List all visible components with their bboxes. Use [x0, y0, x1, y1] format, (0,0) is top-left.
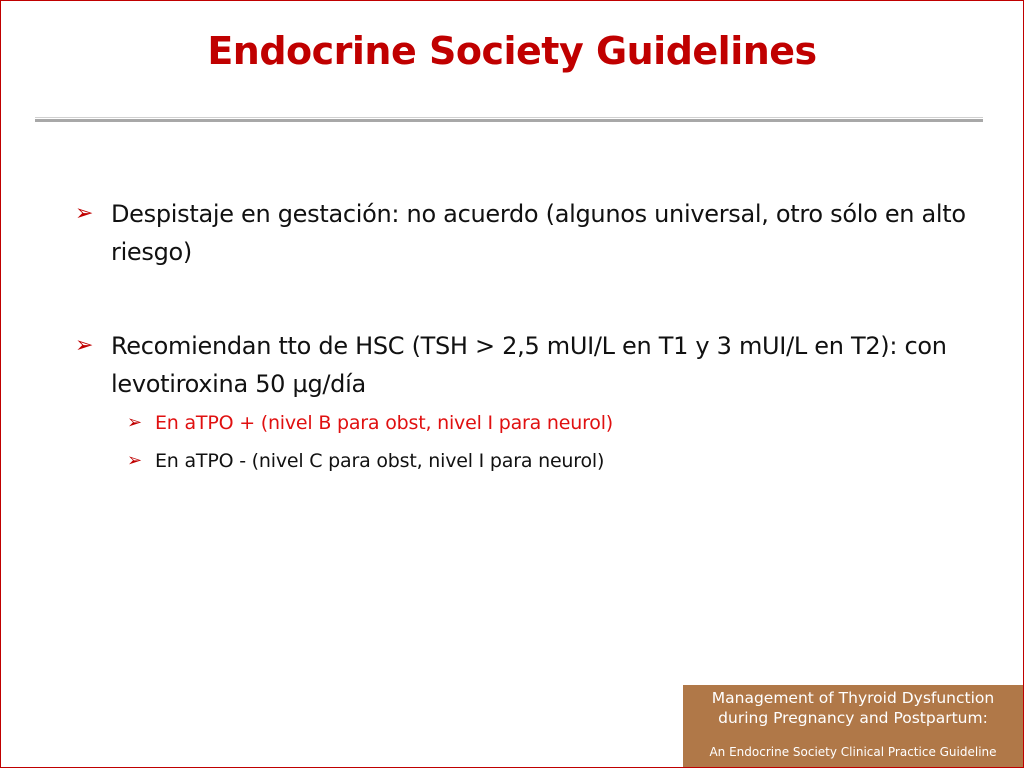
bullet-text: Recomiendan tto de HSC (TSH > 2,5 mUI/L en T1 y 3 mUI/L en T2): con levotiroxina 50 µg/día: [111, 332, 947, 398]
bullet-list: [75, 195, 975, 481]
bullet-item: [75, 327, 975, 403]
arrow-bullet-icon: ➢: [75, 201, 94, 226]
slide-title: Endocrine Society Guidelines: [207, 29, 817, 73]
sub-bullet-text: En aTPO - (nivel C para obst, nivel I para neurol): [155, 450, 605, 472]
cover-title-line1: Management of Thyroid Dysfunction: [711, 689, 995, 707]
cover-title-line2: during Pregnancy and Postpartum:: [718, 709, 988, 727]
bullet-text: Despistaje en gestación: no acuerdo (algunos universal, otro sólo en alto riesgo): [111, 200, 966, 266]
cover-subtitle: An Endocrine Society Clinical Practice Guideline: [709, 745, 997, 759]
cover-title: [683, 688, 1023, 728]
sub-bullet-item: [127, 403, 975, 443]
sub-bullet-list: [127, 403, 975, 481]
arrow-bullet-icon: ➢: [75, 333, 94, 358]
arrow-bullet-icon: ➢: [127, 412, 142, 433]
sub-bullet-item: [127, 441, 975, 481]
bullet-item: [75, 195, 975, 271]
arrow-bullet-icon: ➢: [127, 450, 142, 471]
title-divider: [35, 117, 983, 122]
guideline-cover-image: [683, 685, 1023, 767]
sub-bullet-text: En aTPO + (nivel B para obst, nivel I para neurol): [155, 412, 614, 434]
